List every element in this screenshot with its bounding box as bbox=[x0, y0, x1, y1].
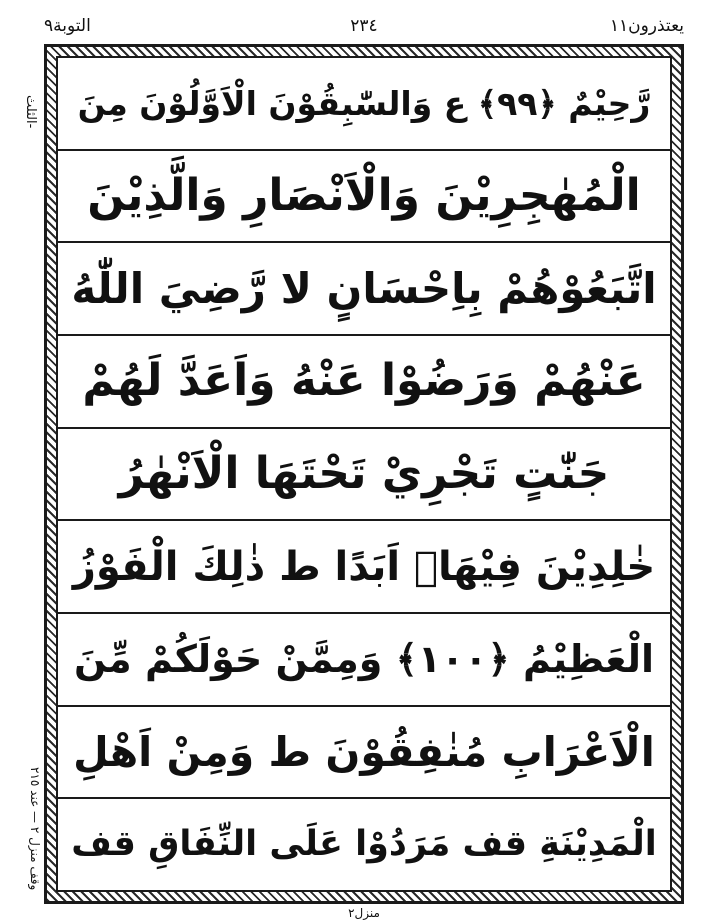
verse-line-2: الْمُهٰجِرِيْنَ وَالْاَنْصَارِ وَالَّذِيْنَ bbox=[58, 151, 670, 244]
verse-line-4: عَنْهُمْ وَرَضُوْا عَنْهُ وَاَعَدَّ لَهُمْ bbox=[58, 336, 670, 429]
juz-name: يعتذرون١١ bbox=[609, 16, 684, 36]
verse-line-8: الْاَعْرَابِ مُنٰفِقُوْنَ ط وَمِنْ اَهْلِ bbox=[58, 707, 670, 800]
verse-line-7: الْعَظِيْمُ ﴿١٠٠﴾ وَمِمَّنْ حَوْلَكُمْ مِّنَ bbox=[58, 614, 670, 707]
page-border bbox=[44, 44, 684, 904]
verse-line-3: اتَّبَعُوْهُمْ بِاِحْسَانٍ لا رَّضِيَ اللّٰهُ bbox=[58, 243, 670, 336]
margin-note-right: -الثلث bbox=[23, 95, 38, 129]
verse-panel bbox=[56, 56, 672, 892]
verse-line-5: جَنّٰتٍ تَجْرِيْ تَحْتَهَا الْاَنْهٰرُ bbox=[58, 429, 670, 522]
verse-line-6: خٰلِدِيْنَ فِيْهَاۤ اَبَدًا ط ذٰلِكَ الْفَوْزُ bbox=[58, 521, 670, 614]
page-footer: منزل٢ bbox=[348, 906, 380, 920]
surah-name: التوبة٩ bbox=[44, 16, 91, 36]
verse-line-1: رَّحِيْمٌ ﴿٩٩﴾ ع وَالسّٰبِقُوْنَ الْاَوَّلُوْنَ مِنَ bbox=[58, 58, 670, 151]
page-number: ٢٣٤ bbox=[350, 16, 378, 36]
margin-note-left: وقف منزل ٢ — عند ٢١٥ bbox=[28, 766, 42, 890]
page-header bbox=[44, 14, 684, 44]
verse-line-9: الْمَدِيْنَةِ قف مَرَدُوْا عَلَى النِّفَاقِ قف bbox=[71, 824, 657, 865]
